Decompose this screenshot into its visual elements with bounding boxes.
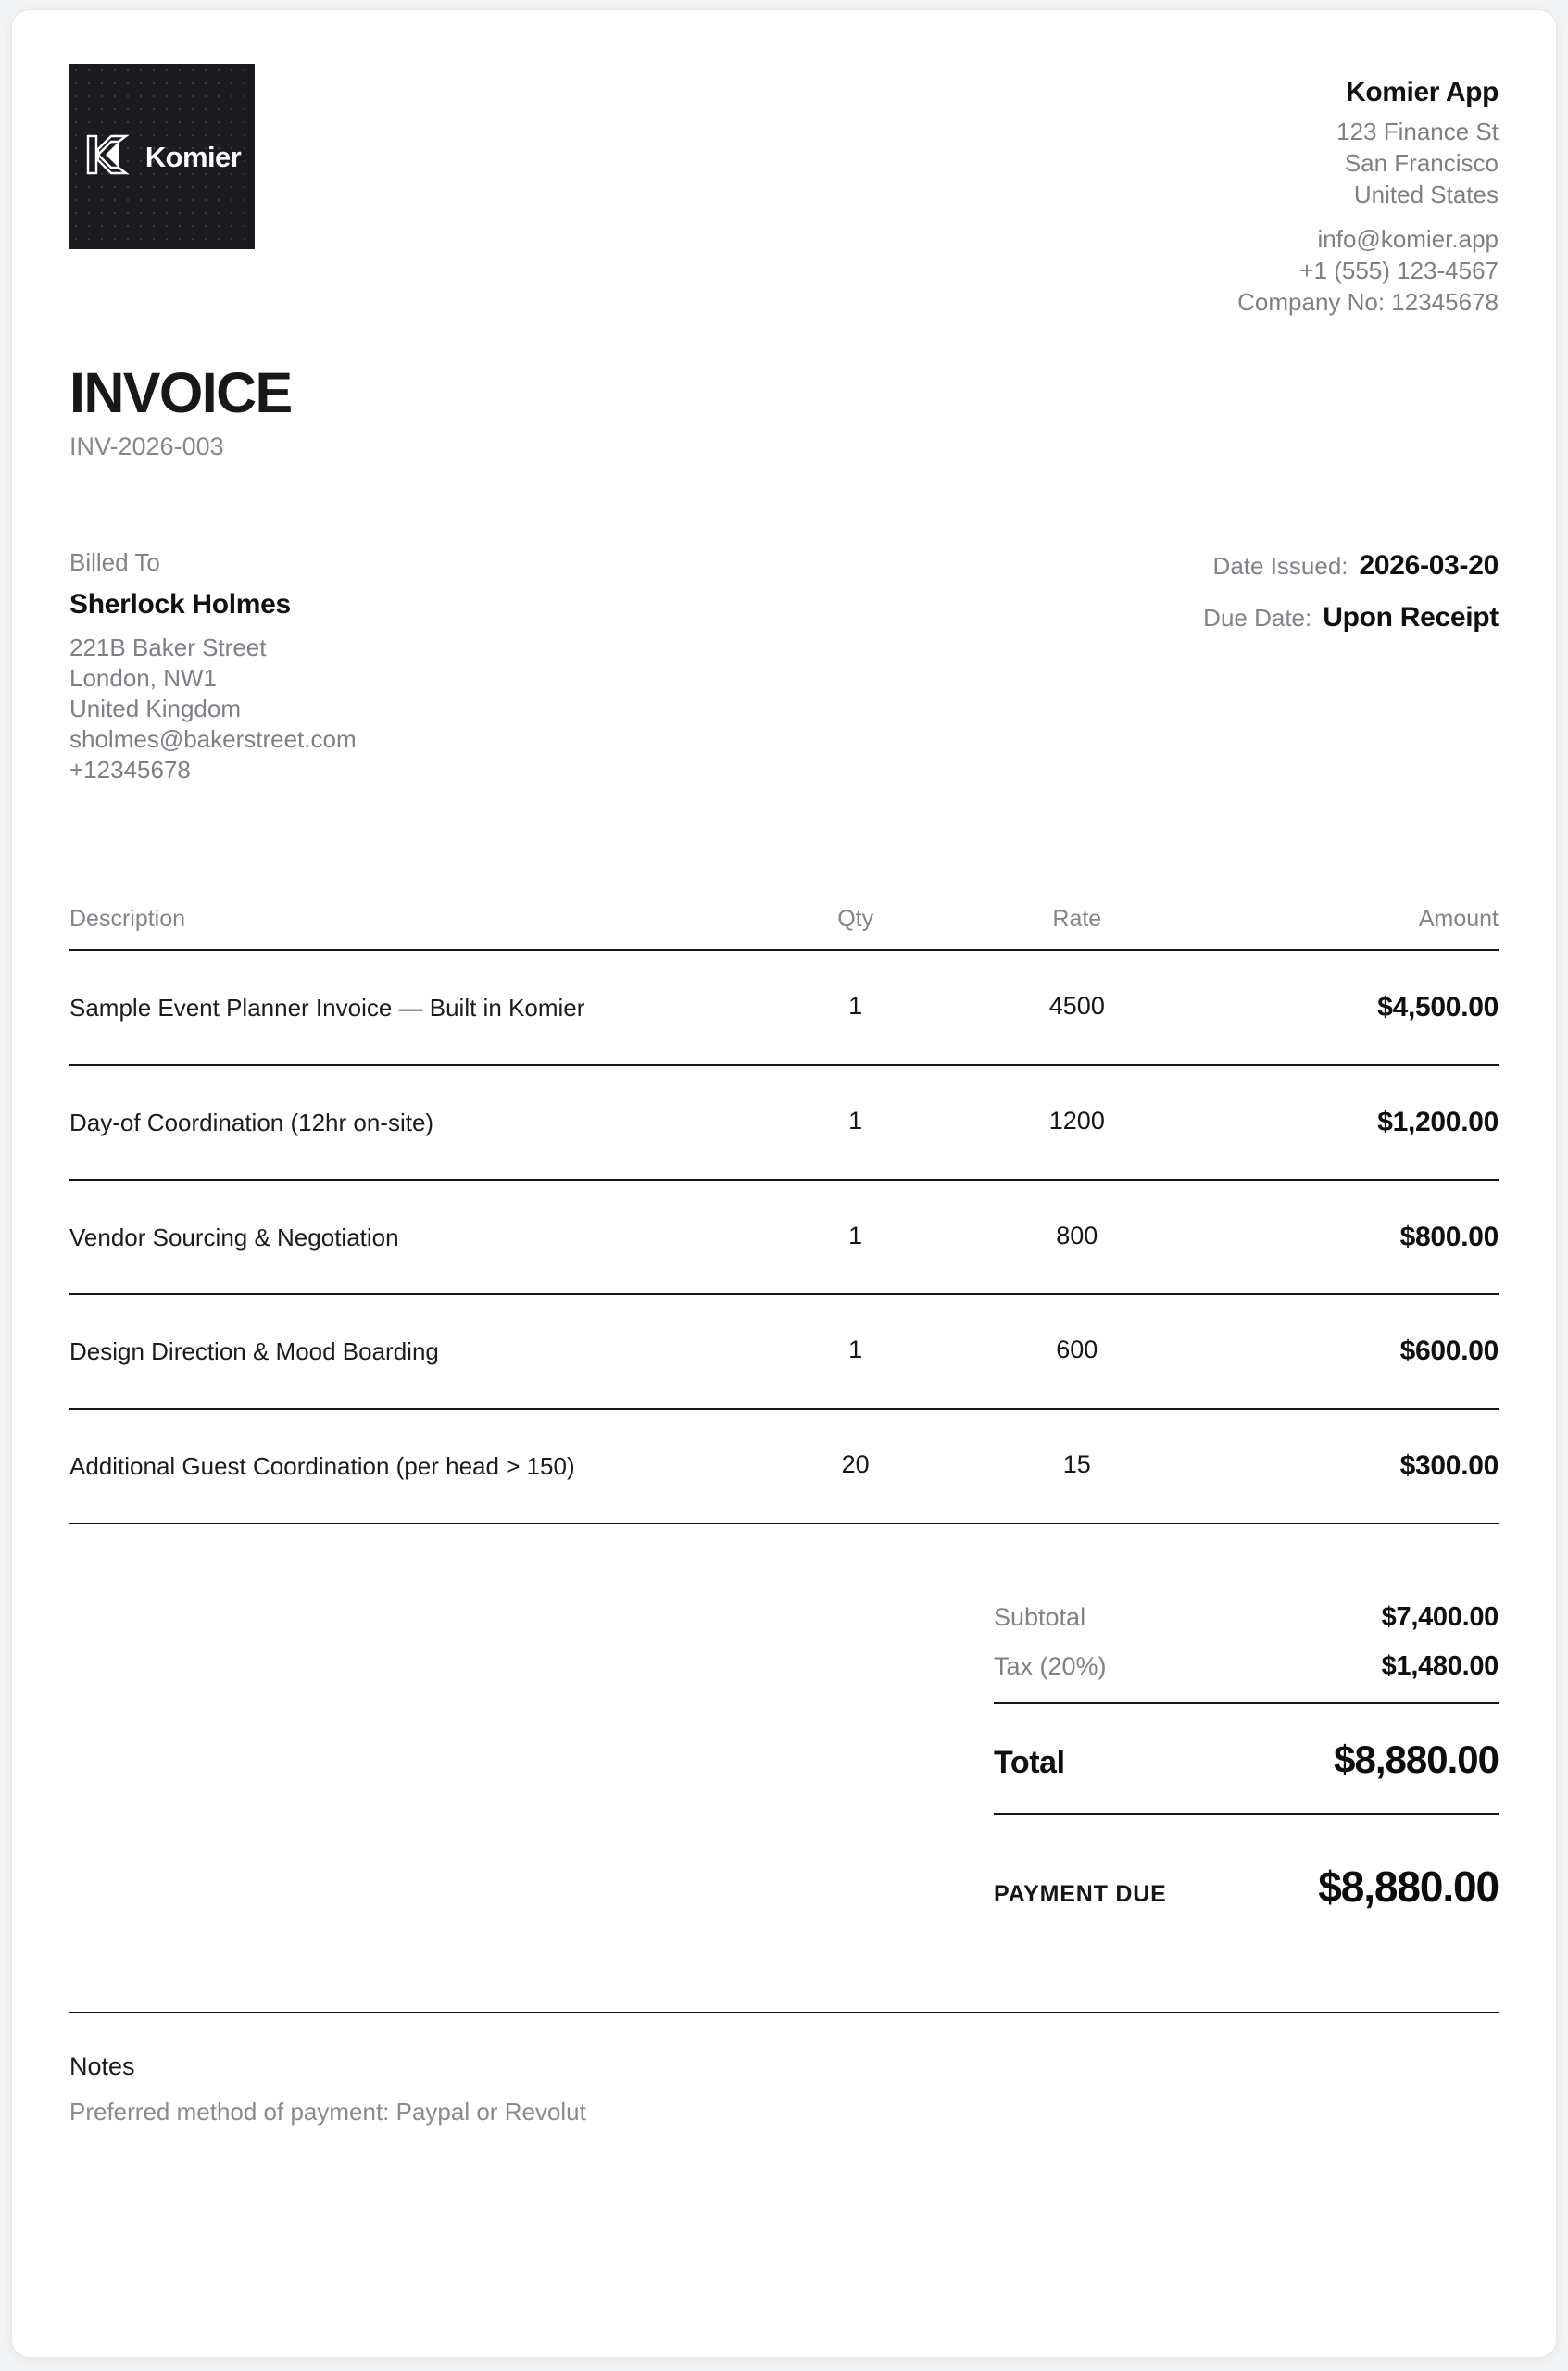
brand-logo-badge: [69, 64, 255, 249]
client-address-line-1: 221B Baker Street: [69, 633, 267, 661]
billed-to-block: [69, 548, 357, 785]
line-item-description: Day-of Coordination (12hr on-site): [69, 1065, 756, 1180]
client-phone: +12345678: [69, 755, 191, 784]
line-item-qty: 1: [756, 950, 956, 1065]
billed-to-label: Billed To: [69, 547, 160, 576]
table-header-row: [69, 906, 1499, 950]
line-item-rate: 4500: [956, 950, 1198, 1065]
client-email: sholmes@bakerstreet.com: [69, 724, 357, 753]
line-items-body: [69, 950, 1499, 1524]
line-item-qty: 1: [756, 1065, 956, 1180]
subtotal-value: $7,400.00: [1381, 1602, 1499, 1633]
column-header-description: Description: [69, 906, 756, 950]
invoice-document: [11, 9, 1557, 2358]
line-item-amount: $4,500.00: [1198, 950, 1499, 1065]
line-item-rate: 15: [956, 1409, 1198, 1524]
total-row: [994, 1704, 1499, 1815]
tax-label: Tax (20%): [994, 1652, 1107, 1681]
line-items-table: [69, 906, 1499, 1524]
total-label: Total: [994, 1745, 1065, 1781]
date-issued-row: [1203, 550, 1499, 582]
date-issued-value: 2026-03-20: [1359, 549, 1499, 581]
company-spacer: [1237, 210, 1499, 224]
company-address-line-1: 123 Finance St: [1336, 118, 1499, 145]
line-item-description: Sample Event Planner Invoice — Built in Komier: [69, 950, 756, 1065]
client-address-line-3: United Kingdom: [69, 694, 241, 722]
column-header-amount: Amount: [1198, 906, 1499, 950]
line-item-qty: 1: [756, 1294, 956, 1409]
company-phone: +1 (555) 123-4567: [1299, 257, 1499, 285]
company-address-line-3: United States: [1353, 180, 1499, 208]
invoice-number: INV-2026-003: [69, 432, 224, 460]
due-date-value: Upon Receipt: [1323, 601, 1499, 633]
table-row: [69, 1294, 1499, 1409]
totals-box: [994, 1593, 1499, 1912]
client-name: Sherlock Holmes: [69, 588, 291, 620]
company-details: [1237, 64, 1499, 319]
invoice-dates: [1203, 548, 1499, 654]
table-row: [69, 1409, 1499, 1524]
client-address-line-2: London, NW1: [69, 663, 217, 692]
payment-due-row: [994, 1815, 1499, 1912]
totals-section: [69, 1593, 1499, 1912]
total-value: $8,880.00: [1334, 1737, 1499, 1782]
line-item-rate: 800: [956, 1180, 1198, 1295]
column-header-qty: Qty: [756, 906, 956, 950]
invoice-title-block: [69, 360, 1499, 461]
line-item-rate: 1200: [956, 1065, 1198, 1180]
line-item-description: Vendor Sourcing & Negotiation: [69, 1180, 756, 1295]
line-item-amount: $300.00: [1198, 1409, 1499, 1524]
payment-due-label: PAYMENT DUE: [994, 1881, 1167, 1908]
tax-value: $1,480.00: [1381, 1651, 1499, 1682]
line-item-amount: $800.00: [1198, 1180, 1499, 1295]
subtotal-label: Subtotal: [994, 1603, 1086, 1632]
table-row: [69, 1065, 1499, 1180]
table-row: [69, 950, 1499, 1065]
company-email: info@komier.app: [1317, 225, 1499, 254]
document-header: [69, 64, 1499, 319]
line-item-amount: $600.00: [1198, 1294, 1499, 1409]
column-header-rate: Rate: [956, 906, 1198, 950]
due-date-label: Due Date:: [1203, 603, 1312, 632]
due-date-row: [1203, 602, 1499, 634]
line-item-qty: 1: [756, 1180, 956, 1295]
payment-due-value: $8,880.00: [1318, 1863, 1499, 1912]
notes-title: Notes: [69, 2052, 135, 2081]
line-item-rate: 600: [956, 1294, 1198, 1409]
billing-and-dates: [69, 548, 1499, 785]
line-item-qty: 20: [756, 1409, 956, 1524]
company-name: Komier App: [1346, 77, 1499, 107]
notes-text: Preferred method of payment: Paypal or Revolut: [69, 2098, 586, 2126]
company-registration-number: Company No: 12345678: [1237, 287, 1499, 316]
line-items-header: [69, 906, 1499, 950]
date-issued-label: Date Issued:: [1212, 551, 1348, 580]
notes-section: [69, 2013, 1499, 2126]
subtotal-row: [994, 1593, 1499, 1642]
table-row: [69, 1180, 1499, 1295]
tax-row: [994, 1642, 1499, 1691]
page-title: INVOICE: [69, 360, 292, 424]
komier-k-logo-icon: [83, 129, 135, 185]
line-item-amount: $1,200.00: [1198, 1065, 1499, 1180]
company-address-line-2: San Francisco: [1344, 148, 1499, 177]
line-item-description: Additional Guest Coordination (per head > 150): [69, 1409, 756, 1524]
line-item-description: Design Direction & Mood Boarding: [69, 1294, 756, 1409]
brand-wordmark: Komier: [144, 140, 242, 173]
